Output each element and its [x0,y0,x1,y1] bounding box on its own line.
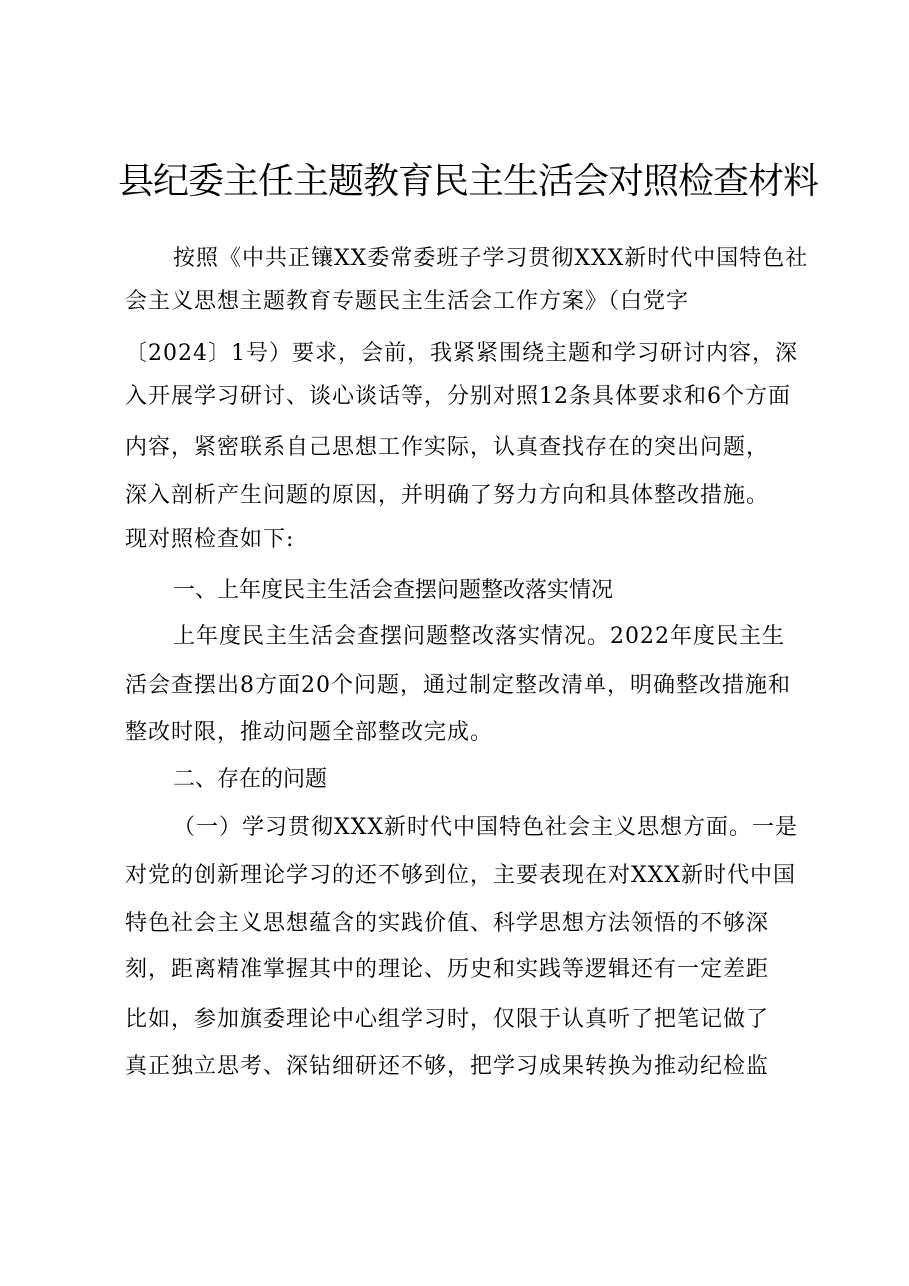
intro-line-5: 内容，紧密联系自己思想工作实际，认真查找存在的突出问题， [125,435,770,460]
intro-line-2: 会主义思想主题教育专题民主生活会工作方案》（白党字 [125,289,690,314]
document-title: 县纪委主任主题教育民主生活会对照检查材料 [118,161,819,202]
section-2-line-1: （一）学习贯彻XXX新时代中国特色社会主义思想方面。一是 [173,815,798,840]
section-1-heading: 一、上年度民主生活会查摆问题整改落实情况 [173,578,614,603]
section-1-line-1: 上年度民主生活会查摆问题整改落实情况。2022年度民主生 [173,624,785,649]
intro-line-4: 入开展学习研讨、谈心谈话等，分别对照12条具体要求和6个方面 [125,384,791,409]
section-2-line-4: 刻，距离精准掌握其中的理论、历史和实践等逻辑还有一定差距 [125,957,770,982]
section-1-line-2: 活会查摆出8方面20个问题，通过制定整改清单，明确整改措施和 [125,673,791,698]
intro-line-7: 现对照检查如下: [125,527,295,552]
intro-line-3: 〔2024〕1号）要求，会前，我紧紧围绕主题和学习研讨内容，深 [125,341,798,366]
section-2-line-6: 真正独立思考、深钻细研还不够，把学习成果转换为推动纪检监 [125,1054,770,1079]
intro-line-1: 按照《中共正镶XX委常委班子学习贯彻XXX新时代中国特色社 [173,246,809,271]
section-2-line-5: 比如，参加旗委理论中心组学习时，仅限于认真听了把笔记做了 [125,1007,770,1032]
section-2-heading: 二、存在的问题 [173,767,328,792]
section-2-line-2: 对党的创新理论学习的还不够到位，主要表现在对XXX新时代中国 [125,863,796,888]
section-1-line-3: 整改时限，推动问题全部整改完成。 [125,720,494,745]
section-2-line-3: 特色社会主义思想蕴含的实践价值、科学思想方法领悟的不够深 [125,911,770,936]
intro-line-6: 深入剖析产生问题的原因，并明确了努力方向和具体整改措施。 [125,483,770,508]
